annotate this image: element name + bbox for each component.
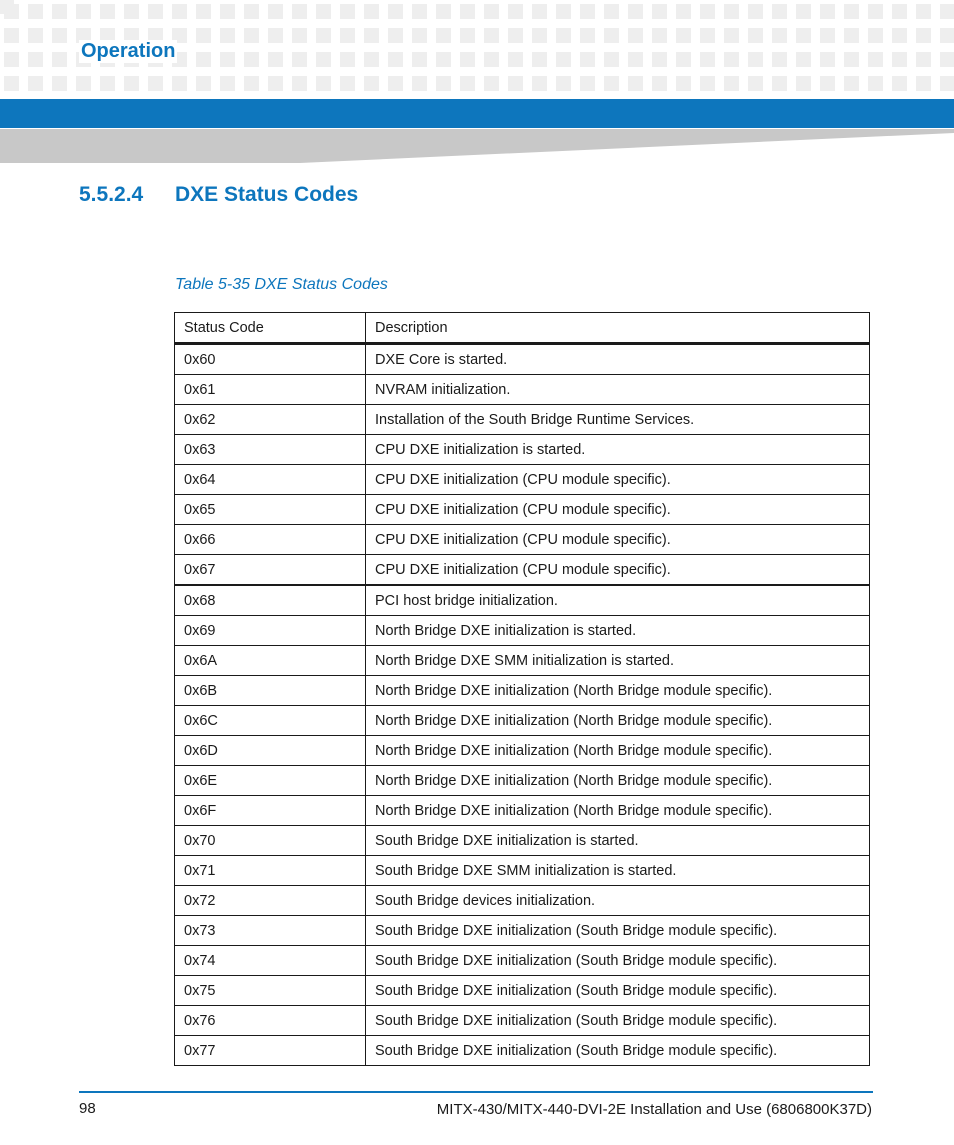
header-section-label: Operation (81, 40, 176, 62)
table-row (175, 344, 870, 375)
table-header-row (175, 313, 870, 344)
status-code-cell: 0x63 (175, 435, 366, 465)
table-row (175, 826, 870, 856)
table-row (175, 736, 870, 766)
section-heading (79, 183, 358, 207)
description-cell: South Bridge devices initialization. (366, 886, 870, 916)
table-row (175, 766, 870, 796)
status-code-cell: 0x76 (175, 1006, 366, 1036)
description-cell: North Bridge DXE initialization (North Bridge module specific). (366, 796, 870, 826)
section-number: 5.5.2.4 (79, 183, 144, 206)
document-title: MITX-430/MITX-440-DVI-2E Installation and Use (6806800K37D) (436, 1101, 872, 1118)
description-cell: North Bridge DXE initialization is started. (366, 616, 870, 646)
table-row (175, 646, 870, 676)
table-row (175, 856, 870, 886)
description-cell: North Bridge DXE initialization (North Bridge module specific). (366, 766, 870, 796)
description-cell: DXE Core is started. (366, 344, 870, 375)
table-row (175, 435, 870, 465)
table-caption: Table 5-35 DXE Status Codes (175, 276, 388, 293)
status-code-cell: 0x74 (175, 946, 366, 976)
description-cell: South Bridge DXE initialization (South Bridge module specific). (366, 946, 870, 976)
header-grey-band (0, 129, 954, 163)
description-cell: North Bridge DXE initialization (North Bridge module specific). (366, 736, 870, 766)
table-row (175, 676, 870, 706)
header-blue-band (0, 99, 954, 128)
table-row (175, 525, 870, 555)
table-row (175, 495, 870, 525)
description-cell: North Bridge DXE initialization (North Bridge module specific). (366, 676, 870, 706)
table-row (175, 946, 870, 976)
description-cell: CPU DXE initialization (CPU module specific). (366, 555, 870, 586)
description-cell: CPU DXE initialization (CPU module specific). (366, 495, 870, 525)
status-code-cell: 0x67 (175, 555, 366, 586)
description-cell: PCI host bridge initialization. (366, 585, 870, 616)
status-code-cell: 0x6E (175, 766, 366, 796)
section-title: DXE Status Codes (175, 183, 359, 206)
description-cell: CPU DXE initialization (CPU module specific). (366, 525, 870, 555)
status-code-cell: 0x75 (175, 976, 366, 1006)
column-header-status-code: Status Code (175, 313, 366, 344)
description-cell: North Bridge DXE initialization (North Bridge module specific). (366, 706, 870, 736)
status-code-cell: 0x62 (175, 405, 366, 435)
table-row (175, 555, 870, 586)
status-code-cell: 0x64 (175, 465, 366, 495)
status-code-cell: 0x60 (175, 344, 366, 375)
status-codes-table (174, 312, 870, 1066)
table-row (175, 916, 870, 946)
table-row (175, 706, 870, 736)
table-row (175, 1036, 870, 1066)
status-code-cell: 0x6F (175, 796, 366, 826)
status-code-cell: 0x6B (175, 676, 366, 706)
status-code-cell: 0x6C (175, 706, 366, 736)
status-code-cell: 0x61 (175, 375, 366, 405)
status-code-cell: 0x68 (175, 585, 366, 616)
description-cell: South Bridge DXE initialization (South Bridge module specific). (366, 1006, 870, 1036)
status-code-cell: 0x69 (175, 616, 366, 646)
description-cell: South Bridge DXE initialization is started. (366, 826, 870, 856)
table-row (175, 616, 870, 646)
description-cell: Installation of the South Bridge Runtime Services. (366, 405, 870, 435)
table-row (175, 796, 870, 826)
description-cell: CPU DXE initialization is started. (366, 435, 870, 465)
table-row (175, 886, 870, 916)
status-code-cell: 0x65 (175, 495, 366, 525)
table-row (175, 585, 870, 616)
status-code-cell: 0x6D (175, 736, 366, 766)
status-code-cell: 0x77 (175, 1036, 366, 1066)
description-cell: NVRAM initialization. (366, 375, 870, 405)
description-cell: North Bridge DXE SMM initialization is started. (366, 646, 870, 676)
table-row (175, 375, 870, 405)
status-code-cell: 0x73 (175, 916, 366, 946)
description-cell: South Bridge DXE initialization (South Bridge module specific). (366, 1036, 870, 1066)
status-code-cell: 0x71 (175, 856, 366, 886)
description-cell: CPU DXE initialization (CPU module specific). (366, 465, 870, 495)
status-code-cell: 0x72 (175, 886, 366, 916)
table-row (175, 405, 870, 435)
status-code-cell: 0x70 (175, 826, 366, 856)
column-header-description: Description (366, 313, 870, 344)
footer-rule (79, 1091, 873, 1093)
table-row (175, 976, 870, 1006)
status-code-cell: 0x6A (175, 646, 366, 676)
page-number: 98 (79, 1100, 96, 1117)
table-row (175, 465, 870, 495)
status-code-cell: 0x66 (175, 525, 366, 555)
description-cell: South Bridge DXE SMM initialization is started. (366, 856, 870, 886)
table-row (175, 1006, 870, 1036)
description-cell: South Bridge DXE initialization (South Bridge module specific). (366, 976, 870, 1006)
description-cell: South Bridge DXE initialization (South Bridge module specific). (366, 916, 870, 946)
